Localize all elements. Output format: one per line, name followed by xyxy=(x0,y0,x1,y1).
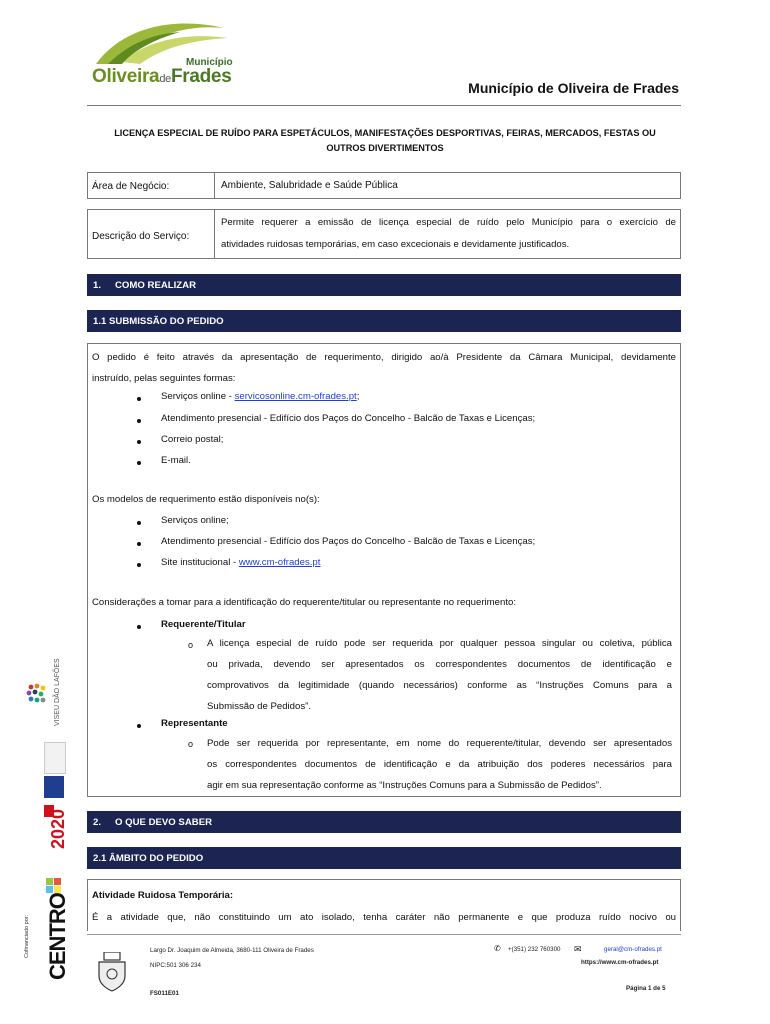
form-online xyxy=(161,391,359,402)
submission-content-box xyxy=(87,343,681,797)
document-title xyxy=(95,126,675,156)
bullet-icon xyxy=(137,521,141,525)
activity-title: Atividade Ruidosa Temporária: xyxy=(92,890,234,901)
form-correio: Correio postal; xyxy=(161,434,224,445)
requerente-line3: comprovativos da legitimidade (quando necessários) conforme as “Instruções Comuns para a xyxy=(207,680,672,691)
footer-code: FS011E01 xyxy=(150,990,179,997)
form-online-label: Serviços online - xyxy=(161,391,235,402)
models-intro: Os modelos de requerimento estão disponíveis no(s): xyxy=(92,494,320,505)
section-1-title: COMO REALIZAR xyxy=(115,279,197,291)
section-2-title: O QUE DEVO SABER xyxy=(115,816,213,828)
section-1-number: 1. xyxy=(93,279,102,291)
portugal-2020-logo xyxy=(44,805,68,849)
requerente-line2: ou privada, devendo ser apresentados os correspondentes documentos de identificação e xyxy=(207,659,672,670)
cofinanced-label: Cofinanciado por: xyxy=(24,914,30,958)
service-description-line1: Permite requerer a emissão de licença especial de ruído pelo Município para o exercício de xyxy=(221,217,676,228)
requerente-line4: Submissão de Pedidos”. xyxy=(207,701,311,712)
footer-nipc: NIPC:501 306 234 xyxy=(150,962,201,969)
service-description-line2: atividades ruidosas temporárias, em caso excecionais e devidamente justificados. xyxy=(221,239,570,250)
viseu-dao-lafoes-text: VISEU DÃO LAFÕES xyxy=(54,658,61,726)
bullet-icon xyxy=(137,563,141,567)
representante-text xyxy=(207,733,672,796)
header-divider xyxy=(87,105,681,106)
sub-bullet-icon: o xyxy=(188,739,194,749)
representante-line2: os correspondentes documentos de identificação e da atribuição dos poderes necessários para xyxy=(207,759,672,770)
bullet-icon xyxy=(137,625,141,629)
footer-page-number: Página 1 de 5 xyxy=(626,985,666,992)
section-2-header xyxy=(87,811,681,833)
section-2-1-header xyxy=(87,847,681,869)
viseu-dao-lafoes-logo-icon xyxy=(24,682,48,706)
footer-email[interactable]: geral@cm-ofrades.pt xyxy=(604,946,662,953)
section-2-number: 2. xyxy=(93,816,102,828)
logo-word-oliveira: Oliveira xyxy=(92,66,160,87)
submission-intro xyxy=(92,347,676,389)
section-1-header xyxy=(87,274,681,296)
email-icon: ✉ xyxy=(574,944,582,954)
p2020-year: 2020 xyxy=(48,808,68,849)
section-2-1-title: 2.1 ÂMBITO DO PEDIDO xyxy=(93,852,204,864)
model-site-label: Site institucional - xyxy=(161,557,239,568)
form-presencial: Atendimento presencial - Edifício dos Paços do Concelho - Balcão de Taxas e Licenças; xyxy=(161,413,536,424)
bullet-icon xyxy=(137,440,141,444)
bullet-icon xyxy=(137,724,141,728)
business-area-row xyxy=(87,172,681,199)
model-online: Serviços online; xyxy=(161,515,229,526)
portugal-logo xyxy=(44,742,66,774)
bullet-icon xyxy=(137,419,141,423)
bullet-icon xyxy=(137,542,141,546)
submission-intro-line1: O pedido é feito através da apresentação de requerimento, dirigido ao/à Presidente da Câmara Municipal, devidamente xyxy=(92,352,676,363)
logo-text-municipio: Município xyxy=(186,57,233,68)
scope-content-box xyxy=(87,879,681,931)
footer-address: Largo Dr. Joaquim de Almeida, 3680-111 Oliveira de Frades xyxy=(150,947,314,954)
considerations-text: Considerações a tomar para a identificação do requerente/titular ou representante no requerimento: xyxy=(92,597,516,608)
eu-flag-icon xyxy=(44,776,64,798)
cell-divider xyxy=(214,210,215,258)
document-title-line1: LICENÇA ESPECIAL DE RUÍDO PARA ESPETÁCULOS, MANIFESTAÇÕES DESPORTIVAS, FEIRAS, MERCADOS, FESTAS OU xyxy=(114,128,656,138)
representante-title: Representante xyxy=(161,718,228,729)
model-site xyxy=(161,557,320,568)
site-institucional-link[interactable]: www.cm-ofrades.pt xyxy=(238,557,321,568)
section-1-1-header xyxy=(87,310,681,332)
section-1-1-title: 1.1 SUBMISSÃO DO PEDIDO xyxy=(93,315,224,327)
requerente-text xyxy=(207,633,672,717)
requerente-title: Requerente/Titular xyxy=(161,619,246,630)
logo-word-de: de xyxy=(159,73,171,85)
logo-text-name xyxy=(92,66,231,88)
model-presencial: Atendimento presencial - Edifício dos Paços do Concelho - Balcão de Taxas e Licenças; xyxy=(161,536,536,547)
footer-phone: +(351) 232 760300 xyxy=(508,946,561,953)
submission-intro-line2: instruído, pelas seguintes formas: xyxy=(92,373,236,384)
service-description-value xyxy=(221,212,676,256)
form-online-suffix: ; xyxy=(356,391,360,402)
phone-icon: ✆ xyxy=(494,944,501,953)
servicos-online-link[interactable]: servicosonline.cm-ofrades.pt xyxy=(234,391,357,402)
service-description-row xyxy=(87,209,681,259)
document-title-line2: OUTROS DIVERTIMENTOS xyxy=(326,143,444,153)
cell-divider xyxy=(214,173,215,198)
municipality-title: Município de Oliveira de Frades xyxy=(468,80,679,96)
sub-bullet-icon: o xyxy=(188,640,194,650)
form-email: E-mail. xyxy=(161,455,191,466)
centro-logo-text: CENTRO xyxy=(45,893,70,980)
representante-line1: Pode ser requerida por representante, em nome do requerente/titular, devendo ser apresentados xyxy=(207,738,672,749)
footer-divider xyxy=(87,934,681,935)
business-area-label: Área de Negócio: xyxy=(92,181,170,192)
centro-2020-grid-icon xyxy=(46,878,60,892)
logo-word-frades: Frades xyxy=(170,66,232,87)
representante-line3: agir em sua representação conforme as “Instruções Comuns para a Submissão de Pedidos”. xyxy=(207,780,602,791)
business-area-value: Ambiente, Salubridade e Saúde Pública xyxy=(221,180,398,191)
requerente-line1: A licença especial de ruído pode ser requerida por qualquer pessoa singular ou coletiva, pública xyxy=(207,638,672,649)
bullet-icon xyxy=(137,397,141,401)
coat-of-arms-icon xyxy=(95,952,129,992)
footer-website[interactable]: https://www.cm-ofrades.pt xyxy=(581,959,659,966)
service-description-label: Descrição do Serviço: xyxy=(92,231,190,242)
activity-line1: É a atividade que, não constituindo um ato isolado, tenha caráter não permanente e que produza ruído nocivo ou xyxy=(92,912,676,923)
bullet-icon xyxy=(137,461,141,465)
